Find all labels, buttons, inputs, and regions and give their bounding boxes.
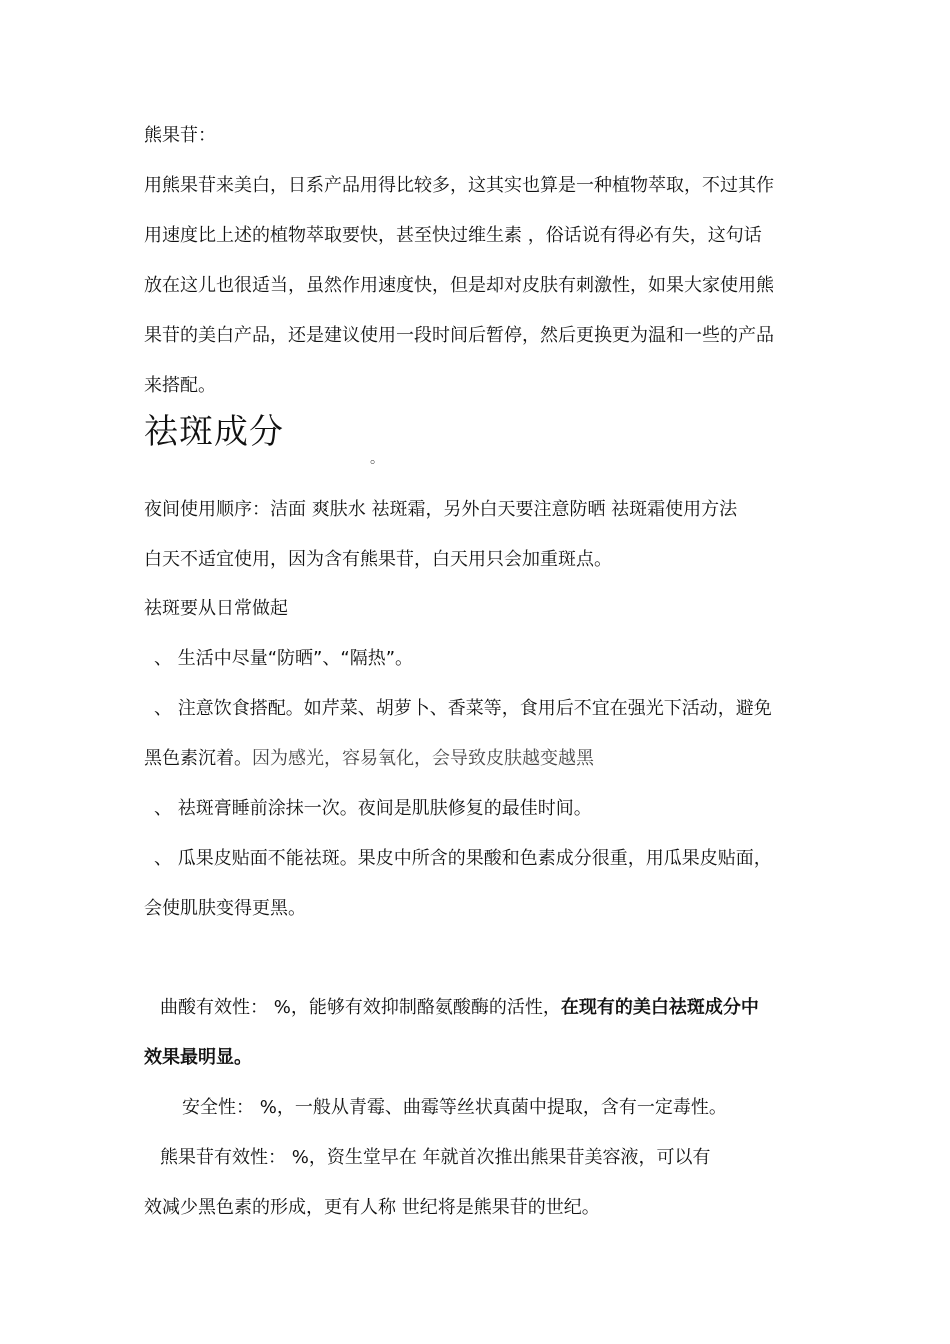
paragraph-line: 白天不适宜使用，因为含有熊果苷，白天用只会加重斑点。 — [144, 549, 612, 570]
paragraph-line: 放在这儿也很适当，虽然作用速度快，但是却对皮肤有刺激性，如果大家使用熊 — [144, 275, 774, 296]
list-item: 、 注意饮食搭配。如芹菜、胡萝卜、香菜等，食用后不宜在强光下活动，避免 — [154, 698, 772, 719]
list-item-note: 因为感光，容易氧化，会导致皮肤越变越黑 — [252, 748, 594, 769]
kojic-acid-line — [160, 995, 759, 1021]
list-item: 、 祛斑膏睡前涂抹一次。夜间是肌肤修复的最佳时间。 — [154, 798, 592, 819]
kojic-text: 曲酸有效性： %，能够有效抑制酪氨酸酶的活性， — [160, 997, 561, 1018]
safety-line: 安全性： %，一般从青霉、曲霉等丝状真菌中提取，含有一定毒性。 — [182, 1097, 727, 1118]
list-item: 、 瓜果皮贴面不能祛斑。果皮中所含的果酸和色素成分很重，用瓜果皮贴面， — [154, 848, 772, 869]
paragraph-line: 夜间使用顺序：洁面 爽肤水 祛斑霜，另外白天要注意防晒 祛斑霜使用方法 — [144, 499, 738, 520]
kojic-emphasis: 在现有的美白祛斑成分中 — [560, 997, 759, 1018]
list-item-continuation — [144, 746, 594, 772]
arbutin-line-continuation: 效减少黑色素的形成，更有人称 世纪将是熊果苷的世纪。 — [144, 1197, 600, 1218]
kojic-emphasis-continuation: 效果最明显。 — [144, 1047, 252, 1068]
list-item-text: 黑色素沉着。 — [144, 748, 252, 769]
section-heading: 祛斑成分 — [144, 412, 284, 452]
list-item-continuation: 会使肌肤变得更黑。 — [144, 898, 306, 919]
daily-title: 祛斑要从日常做起 — [144, 598, 288, 619]
arbutin-line: 熊果苷有效性： %，资生堂早在 年就首次推出熊果苷美容液，可以有 — [160, 1147, 711, 1168]
paragraph-line: 果苷的美白产品，还是建议使用一段时间后暂停，然后更换更为温和一些的产品 — [144, 325, 774, 346]
heading-mark: 。 — [370, 451, 384, 467]
label-xiongguogan: 熊果苷： — [144, 125, 216, 146]
paragraph-line: 用熊果苷来美白，日系产品用得比较多，这其实也算是一种植物萃取，不过其作 — [144, 175, 774, 196]
paragraph-line: 来搭配。 — [144, 375, 216, 396]
paragraph-line: 用速度比上述的植物萃取要快，甚至快过维生素 ，俗话说有得必有失，这句话 — [144, 225, 762, 246]
list-item: 、 生活中尽量“防晒”、“隔热”。 — [154, 648, 414, 669]
